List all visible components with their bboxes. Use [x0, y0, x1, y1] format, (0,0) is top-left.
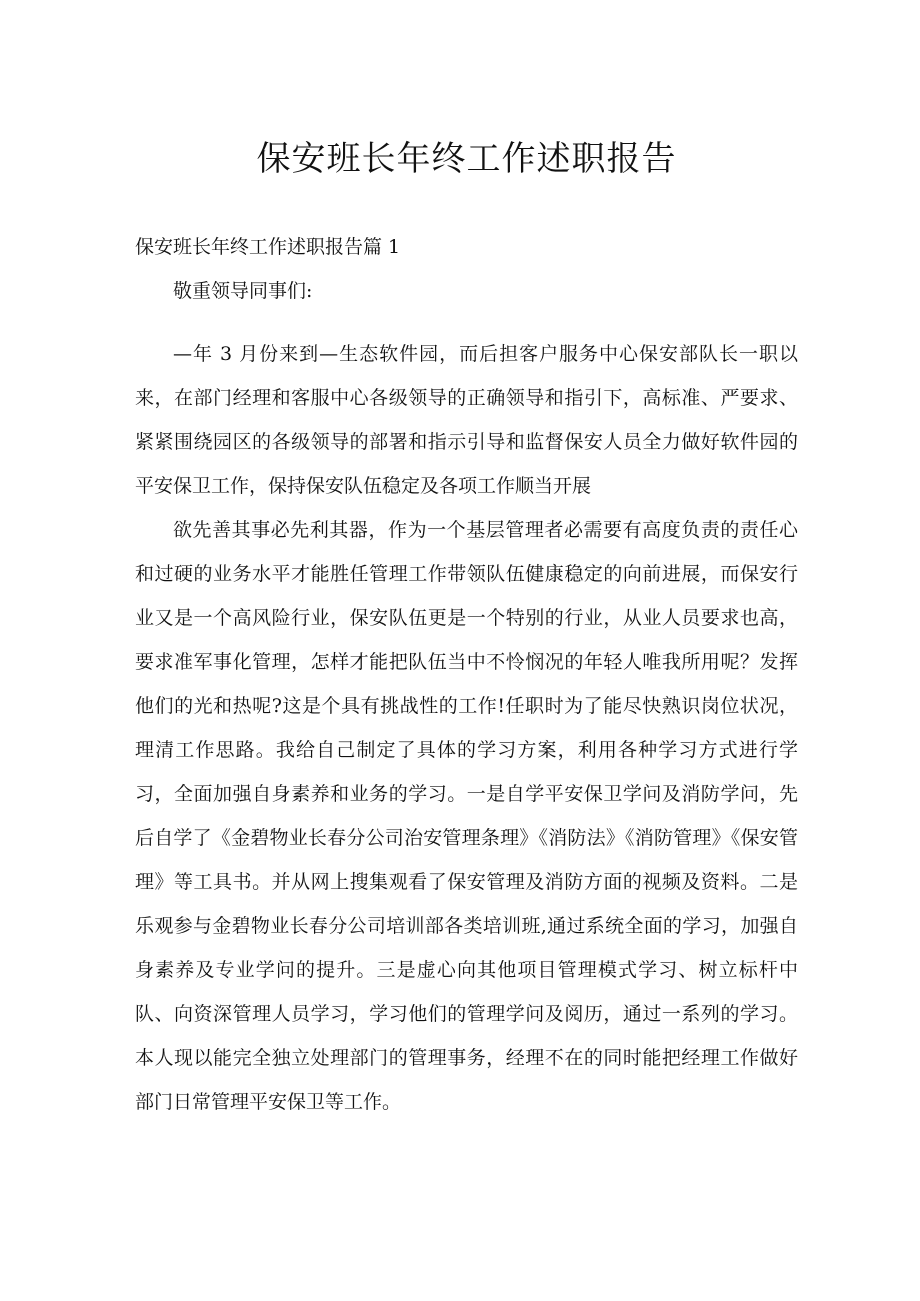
section-heading: 保安班长年终工作述职报告篇 1 — [135, 236, 401, 258]
document-title: 保安班长年终工作述职报告 — [256, 139, 677, 179]
document-content — [135, 125, 798, 1124]
paragraph-1: —年 3 月份来到—生态软件园，而后担客户服务中心保安部队长一职以来，在部门经理和客服中心各级领导的正确领导和指引下，高标准、严要求、紧紧围绕园区的各级领导的部署和指示引导和监督保安人员全力做好软件园的平安保卫工作，保持保安队伍稳定及各项工作顺当开展 — [135, 343, 798, 497]
greeting-line: 敬重领导同事们: — [173, 280, 313, 302]
paragraph-2: 欲先善其事必先利其器，作为一个基层管理者必需要有高度负责的责任心和过硬的业务水平才能胜任管理工作带领队伍健康稳定的向前进展，而保安行业又是一个高风险行业，保安队伍更是一个特别的行业，从业人员要求也高，要求准军事化管理，怎样才能把队伍当中不怜悯况的年轻人唯我所用呢？发挥他们的光和热呢?这是个具有挑战性的工作!任职时为了能尽快熟识岗位状况，理清工作思路。我给自己制定了具体的学习方案，利用各种学习方式进行学习，全面加强自身素养和业务的学习。一是自学平安保卫学问及消防学问，先后自学了《金碧物业长春分公司治安管理条理》《消防法》《消防管理》《保安管理》等工具书。并从网上搜集观看了保安管理及消防方面的视频及资料。二是乐观参与金碧物业长春分公司培训部各类培训班,通过系统全面的学习，加强自身素养及专业学问的提升。三是虚心向其他项目管理模式学习、树立标杆中队、向资深管理人员学习，学习他们的管理学问及阅历，通过一系列的学习。本人现以能完全独立处理部门的管理事务，经理不在的同时能把经理工作做好部门日常管理平安保卫等工作。 — [135, 519, 798, 1113]
